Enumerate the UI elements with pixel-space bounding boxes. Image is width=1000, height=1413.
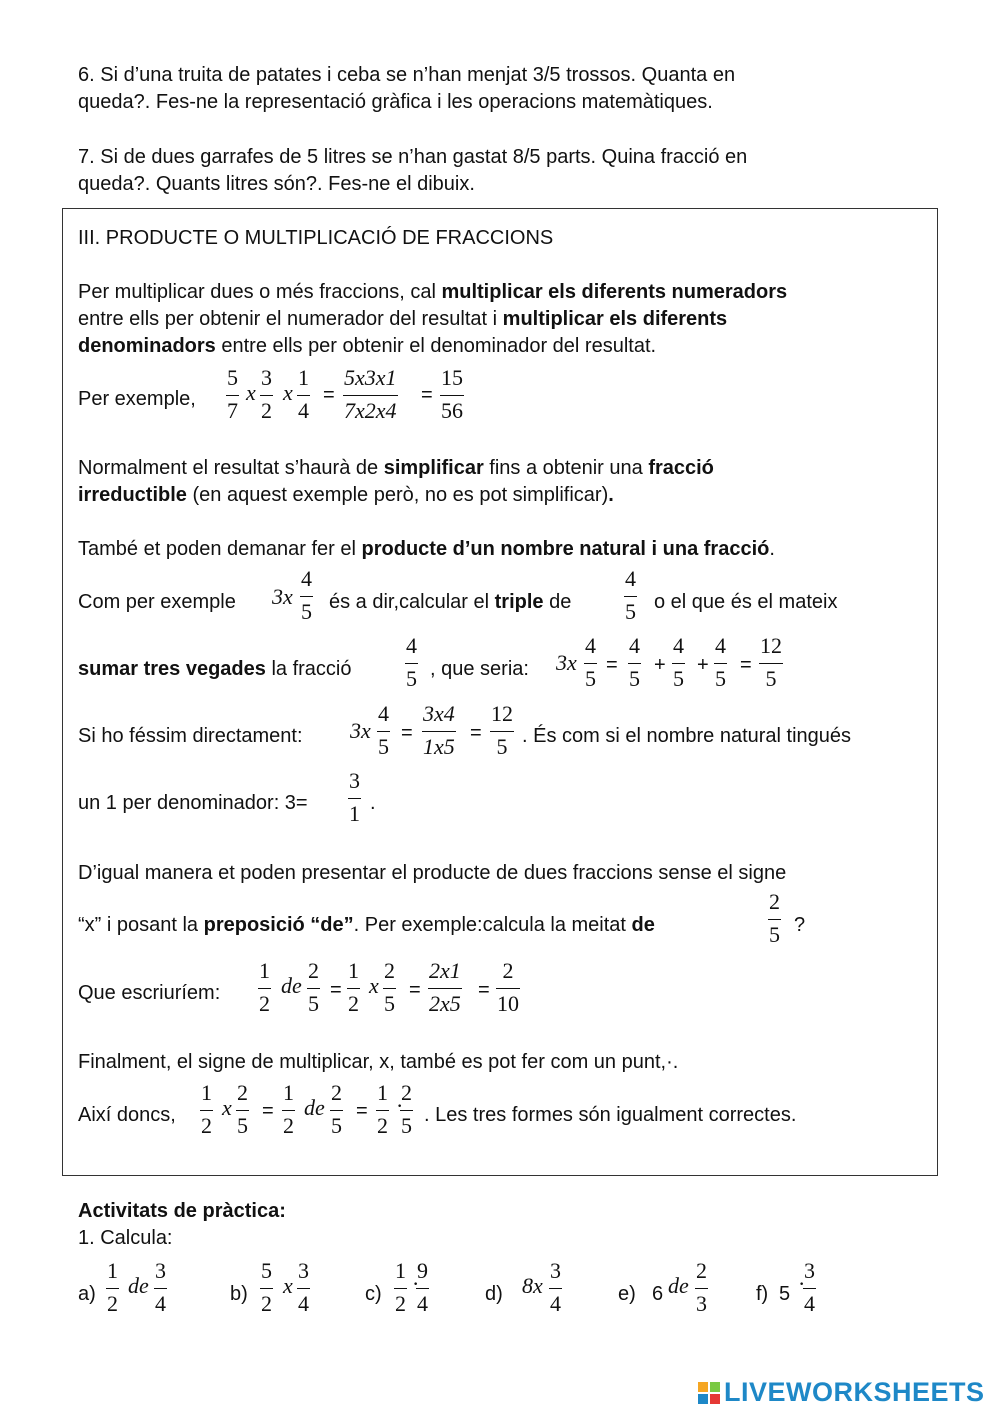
- paragraph-2-line-1: Normalment el resultat s’haurà de simplificar fins a obtenir una fracció: [78, 457, 714, 479]
- question-7-line-2: queda?. Quants litres són?. Fes-ne el dibuix.: [78, 173, 475, 195]
- paragraph-8: D’igual manera et poden presentar el producte de dues fraccions sense el signe: [78, 862, 787, 884]
- liveworksheets-logo-icon: [698, 1382, 720, 1404]
- fraction-3-1: $\frac{3}{1}$: [349, 768, 360, 826]
- paragraph-5-end: , que seria:: [430, 658, 529, 680]
- question-6-line-1: 6. Si d’una truita de patates i ceba se n’han menjat 3/5 trossos. Quanta en: [78, 64, 736, 86]
- paragraph-4-end: o el que és el mateix: [654, 591, 838, 613]
- paragraph-11: Finalment, el signe de multiplicar, x, també es pot fer com un punt,·.: [78, 1051, 679, 1073]
- paragraph-10: Que escriuríem:: [78, 982, 221, 1004]
- fraction-2-5: $\frac{2}{5}$: [769, 889, 780, 947]
- liveworksheets-logo: [698, 1377, 985, 1408]
- fraction-4-5-b: $\frac{4}{5}$: [625, 566, 636, 624]
- paragraph-4: Com per exemple: [78, 591, 236, 613]
- paragraph-12-end: . Les tres formes són igualment correctes.: [424, 1104, 797, 1126]
- section-title: III. PRODUCTE O MULTIPLICACIÓ DE FRACCIONS: [78, 227, 554, 249]
- practice-title: Activitats de pràctica:: [78, 1200, 286, 1222]
- question-7-line-1: 7. Si de dues garrafes de 5 litres se n’han gastat 8/5 parts. Quina fracció en: [78, 146, 748, 168]
- paragraph-3: També et poden demanar fer el producte d’un nombre natural i una fracció.: [78, 538, 775, 560]
- practice-question-1: 1. Calcula:: [78, 1227, 173, 1249]
- paragraph-6: Si ho féssim directament:: [78, 725, 303, 747]
- paragraph-5: sumar tres vegades la fracció: [78, 658, 352, 680]
- paragraph-1-line-1: Per multiplicar dues o més fraccions, cal multiplicar els diferents numeradors: [78, 281, 788, 303]
- paragraph-6-end: . És com si el nombre natural tingués: [522, 725, 852, 747]
- brand-name: LIVEWORKSHEETS: [724, 1377, 985, 1407]
- paragraph-9: “x” i posant la preposició “de”. Per exemple:calcula la meitat de: [78, 914, 655, 936]
- fraction-4-5-c: $\frac{4}{5}$: [406, 633, 417, 691]
- paragraph-7-end: .: [370, 792, 376, 814]
- paragraph-4-mid: és a dir,calcular el triple de: [329, 591, 572, 613]
- paragraph-2-line-2: irreductible (en aquest exemple però, no es pot simplificar).: [78, 484, 614, 506]
- paragraph-9-end: ?: [794, 914, 806, 936]
- example-label: Per exemple,: [78, 388, 196, 410]
- paragraph-12: Així doncs,: [78, 1104, 176, 1126]
- paragraph-1-line-3: denominadors entre ells per obtenir el denominador del resultat.: [78, 335, 657, 357]
- paragraph-1-line-2: entre ells per obtenir el numerador del resultat i multiplicar els diferents: [78, 308, 728, 330]
- fraction-4-5: $\frac{4}{5}$: [301, 566, 312, 624]
- paragraph-7: un 1 per denominador: 3=: [78, 792, 308, 814]
- question-6-line-2: queda?. Fes-ne la representació gràfica i les operacions matemàtiques.: [78, 91, 713, 113]
- natural-3x: 3x: [272, 584, 293, 609]
